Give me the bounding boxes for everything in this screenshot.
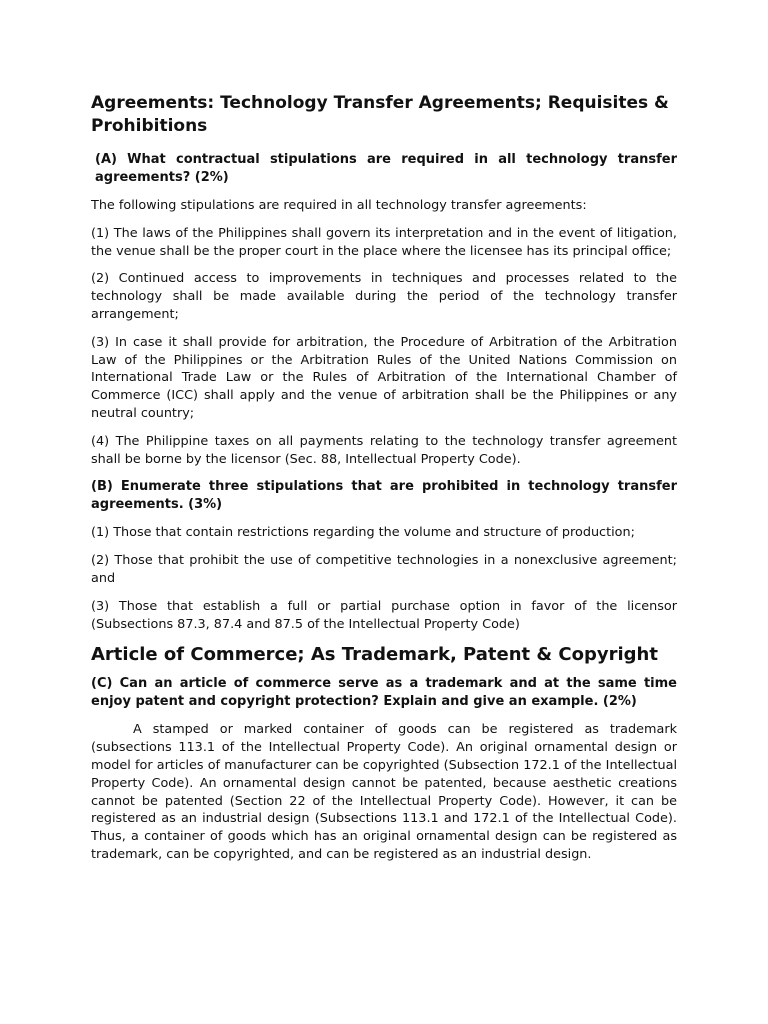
prohibited-item-2: (2) Those that prohibit the use of competitive technologies in a nonexclusive agreement; and: [91, 553, 677, 586]
required-item-1: (1) The laws of the Philippines shall govern its interpretation and in the event of litigation, the venue shall be the proper court in the place where the licensee has its principal office;: [91, 225, 677, 259]
required-item-2: (2) Continued access to improvements in techniques and processes related to the technology shall be made available during the period of the technology transfer arrangement;: [91, 271, 677, 322]
required-item-4: (4) The Philippine taxes on all payments relating to the technology transfer agreement shall be borne by the licensor (Sec. 88, Intellectual Property Code).: [91, 433, 677, 467]
section-title-technology-transfer: Agreements: Technology Transfer Agreements; Requisites & Prohibitions: [91, 93, 669, 136]
intro-paragraph: The following stipulations are required in all technology transfer agreements:: [91, 198, 587, 213]
question-a: (A) What contractual stipulations are required in all technology transfer agreements? (2%): [95, 152, 677, 185]
answer-c-paragraph: A stamped or marked container of goods can be registered as trademark (subsections 113.1 of the Intellectual Property Code). An original ornamental design or model for articles of manufacturer can be copyrighted (Subsection 172.1 of the Intellectual Property Code). An ornamental design cannot be patented, because aesthetic creations cannot be patented (Section 22 of the Intellectual Property Code). However, it can be registered as an industrial design (Subsections 113.1 and 172.1 of the Intellectual Code). Thus, a container of goods which has an original ornamental design can be registered as trademark, can be copyrighted, and can be registered as an industrial design.: [91, 722, 677, 862]
section-title-article-of-commerce: Article of Commerce; As Trademark, Patent & Copyright: [91, 644, 658, 666]
prohibited-item-3: (3) Those that establish a full or partial purchase option in favor of the licensor (Subsections 87.3, 87.4 and 87.5 of the Intellectual Property Code): [91, 598, 677, 632]
prohibited-item-1: (1) Those that contain restrictions regarding the volume and structure of production;: [91, 525, 635, 541]
required-item-3: (3) In case it shall provide for arbitration, the Procedure of Arbitration of the Arbitration Law of the Philippines or the Arbitration Rules of the United Nations Commission on International Trade Law or the Rules of Arbitration of the International Chamber of Commerce (ICC) shall apply and the venue of arbitration shall be the Philippines or any neutral country;: [91, 334, 677, 421]
question-c: (C) Can an article of commerce serve as a trademark and at the same time enjoy patent and copyright protection? Explain and give an example. (2%): [91, 676, 677, 710]
question-b: (B) Enumerate three stipulations that are prohibited in technology transfer agreements. (3%): [91, 479, 677, 513]
